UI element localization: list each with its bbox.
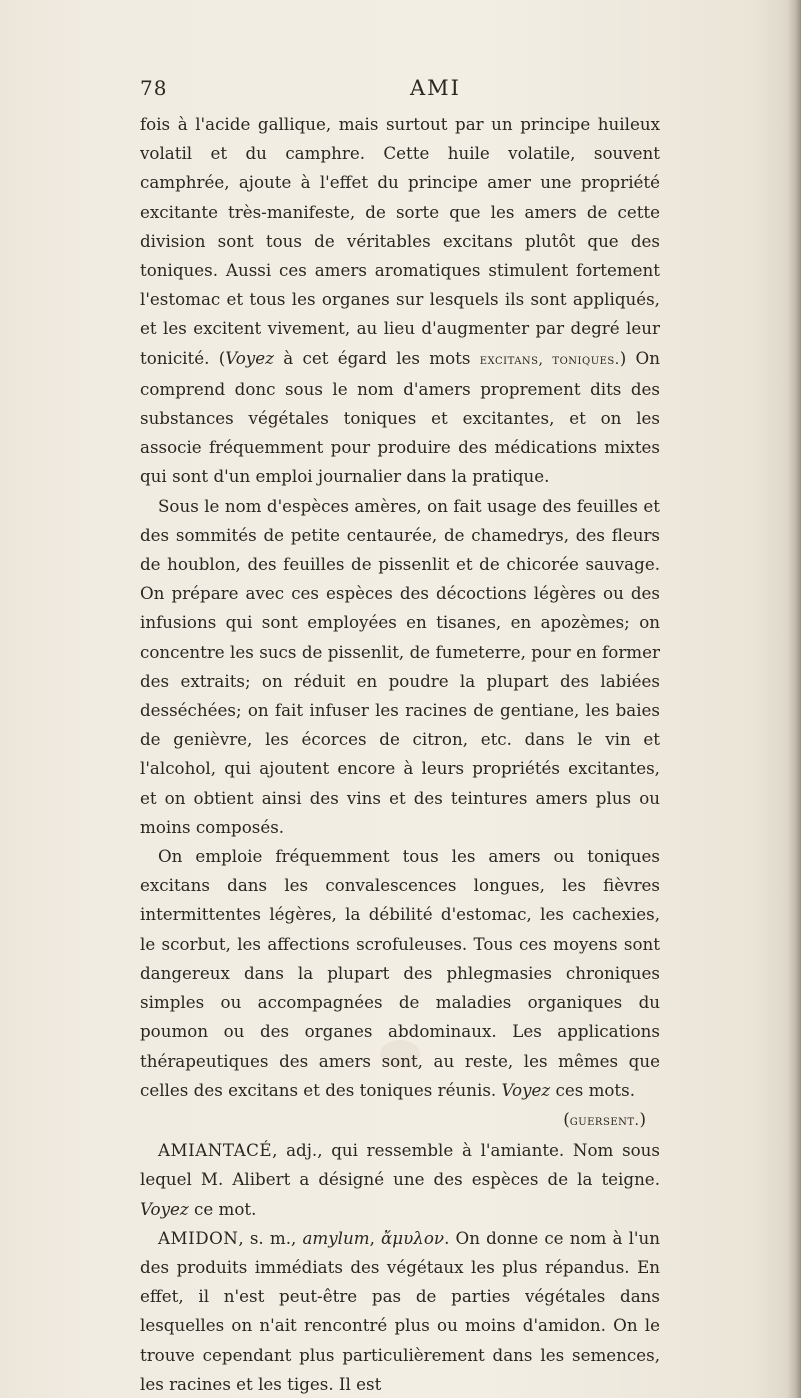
paragraph-continuation — [140, 110, 660, 492]
text-run: ) On comprend donc sous le nom d'amers proprement dits des substances végétales toniques et excitantes, et on les associe fréquemment pour produire des médications mixtes qui sont d'un emploi journalier dans la pratique. — [140, 347, 660, 487]
paren: ) — [639, 1108, 646, 1129]
body-text — [140, 110, 660, 1398]
entry-amiantace — [140, 1136, 660, 1224]
entry-amidon — [140, 1224, 660, 1398]
running-title: AMI — [410, 76, 461, 100]
page-edge-shadow — [787, 0, 801, 1398]
text-run: , s. m., — [238, 1227, 303, 1248]
greek-term: ἄμυλον — [381, 1227, 445, 1248]
cross-reference: Voyez — [225, 347, 274, 368]
text-run: . On donne ce nom à l'un des produits immédiats des végétaux les plus répandus. En effet, il n'est peut-être pas de parties végétales dans lesquelles on n'ait rencontré plus ou moins d'amidon. On le trouve cependant plus particulièrement dans les semences, les racines et les tiges. Il est — [140, 1227, 660, 1394]
author-signature — [140, 1105, 660, 1136]
running-head — [140, 76, 660, 106]
text-run: , adj., qui ressemble à l'amiante. Nom sous lequel M. Alibert a désigné une des espèces de la teigne. — [140, 1140, 660, 1190]
author-name: guersent. — [569, 1112, 640, 1129]
text-run: fois à l'acide gallique, mais surtout par un principe huileux volatil et du camphre. Cette huile volatile, souvent camphrée, ajoute à l'effet du principe amer une propriété excitante très-manifeste, de sorte que les amers de cette division sont tous de véritables excitans plutôt que des toniques. Aussi ces amers aromatiques stimulent fortement l'estomac et tous les organes sur lesquels ils sont appliqués, et les excitent vivement, au lieu d'augmenter par degré leur tonicité. ( — [140, 114, 660, 368]
paragraph-uses — [140, 842, 660, 1105]
paragraph-bitter-species: Sous le nom d'espèces amères, on fait usage des feuilles et des sommités de petite centaurée, de chamedrys, des fleurs de houblon, des feuilles de pissenlit et de chicorée sauvage. On prépare avec ces espèces des décoctions légères ou des infusions qui sont employées en tisanes, en apozèmes; on concentre les sucs de pissenlit, de fumeterre, pour en former des extraits; on réduit en poudre la plupart des labiées desséchées; on fait infuser les racines de gentiane, les baies de genièvre, les écorces de citron, etc. dans le vin et l'alcohol, qui ajoutent encore à leurs propriétés excitantes, et on obtient ainsi des vins et des teintures amers plus ou moins composés. — [140, 495, 660, 837]
latin-term: amylum — [302, 1227, 370, 1248]
entry-headword: AMIANTACÉ — [158, 1140, 273, 1161]
text-run: On emploie fréquemment tous les amers ou toniques excitans dans les convalescences longues, les fièvres intermittentes légères, la débilité d'estomac, les cachexies, le scorbut, les affections scrofuleuses. Tous ces moyens sont dangereux dans la plupart des phlegmasies chroniques simples ou accompagnées de maladies organiques du poumon ou des organes abdominaux. Les applications thérapeutiques des amers sont, au reste, les mêmes que celles des excitans et des toniques réunis. — [140, 846, 660, 1100]
text-run: , — [369, 1227, 382, 1248]
paren: ( — [563, 1108, 570, 1129]
text-run: à cet égard les mots — [273, 347, 480, 368]
text-run: ces mots. — [550, 1079, 636, 1100]
cross-reference: Voyez — [140, 1198, 189, 1219]
page-number: 78 — [140, 76, 168, 100]
entry-headword: AMIDON — [158, 1227, 239, 1248]
referenced-terms: excitans, toniques. — [479, 351, 620, 368]
cross-reference: Voyez — [501, 1079, 551, 1100]
text-run: ce mot. — [188, 1198, 257, 1219]
